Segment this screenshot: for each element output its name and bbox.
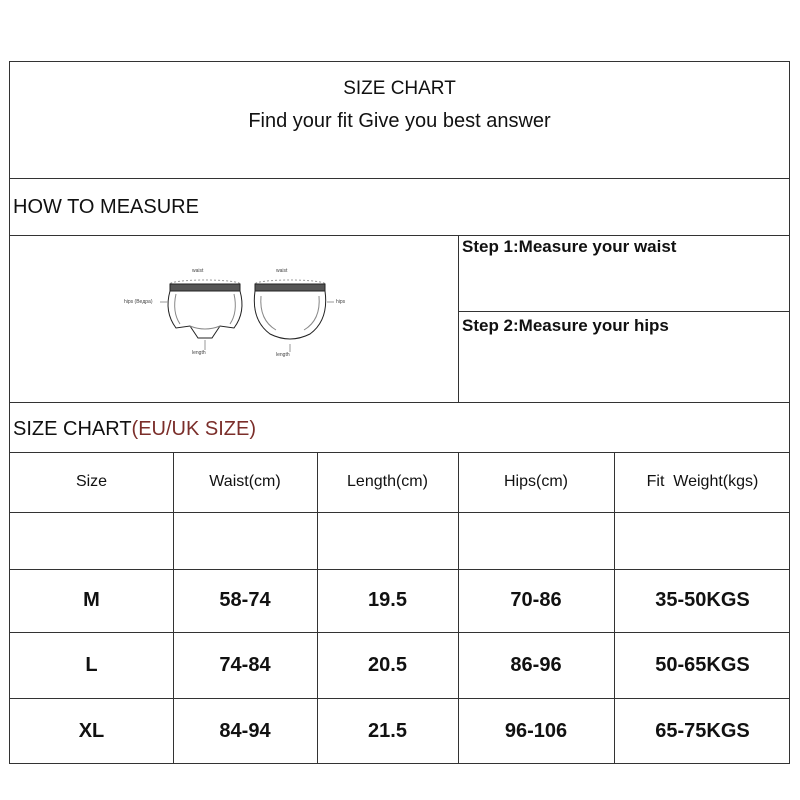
divider xyxy=(458,235,459,402)
briefs-diagram xyxy=(120,262,360,362)
page-subtitle: Find your fit Give you best answer xyxy=(248,110,551,132)
divider xyxy=(10,235,789,236)
divider xyxy=(10,512,789,513)
column-header-length: Length(cm) xyxy=(347,473,428,490)
briefs-front-icon xyxy=(160,280,242,350)
size-chart-frame xyxy=(9,61,790,764)
table-cell-hips: 70-86 xyxy=(510,589,562,611)
table-cell-size: XL xyxy=(78,720,105,742)
column-header-weight: Fit Weight(kgs) xyxy=(646,473,759,490)
table-cell-weight: 50-65KGS xyxy=(655,654,750,676)
divider xyxy=(10,402,789,403)
table-cell-length: 21.5 xyxy=(368,720,407,742)
size-chart-heading xyxy=(13,418,256,441)
column-header-waist: Waist(cm) xyxy=(209,473,281,490)
table-cell-waist: 58-74 xyxy=(219,589,271,611)
divider xyxy=(10,569,789,570)
divider xyxy=(10,178,789,179)
table-cell-size: L xyxy=(85,654,98,676)
table-cell-hips: 86-96 xyxy=(510,654,562,676)
divider xyxy=(459,311,789,312)
table-cell-length: 19.5 xyxy=(368,589,407,611)
how-to-measure-heading: HOW TO MEASURE xyxy=(13,196,199,218)
column-header-size: Size xyxy=(75,473,108,490)
hips-back-label: hips xyxy=(336,299,346,305)
step-2-text: Step 2:Measure your hips xyxy=(462,316,669,335)
briefs-back-icon xyxy=(254,280,334,352)
divider xyxy=(10,698,789,699)
divider xyxy=(10,452,789,453)
hips-front-label: hips (Beдpa) xyxy=(124,299,153,305)
waist-front-label: waist xyxy=(192,268,204,274)
table-cell-weight: 65-75KGS xyxy=(655,720,750,742)
length-back-label: length xyxy=(276,352,290,358)
divider xyxy=(10,632,789,633)
size-chart-heading-text: SIZE CHART xyxy=(13,418,132,440)
table-cell-size: M xyxy=(83,589,100,611)
table-cell-length: 20.5 xyxy=(368,654,407,676)
table-cell-weight: 35-50KGS xyxy=(655,589,750,611)
table-cell-hips: 96-106 xyxy=(504,720,568,742)
waist-back-label: waist xyxy=(276,268,288,274)
table-cell-waist: 74-84 xyxy=(219,654,271,676)
page-title: SIZE CHART xyxy=(343,78,456,99)
size-chart-heading-accent: (EU/UK SIZE) xyxy=(131,418,256,440)
measurement-figure xyxy=(120,262,360,362)
column-header-hips: Hips(cm) xyxy=(504,473,568,490)
step-1-text: Step 1:Measure your waist xyxy=(462,237,677,256)
table-cell-waist: 84-94 xyxy=(219,720,271,742)
length-front-label: length xyxy=(192,350,206,356)
